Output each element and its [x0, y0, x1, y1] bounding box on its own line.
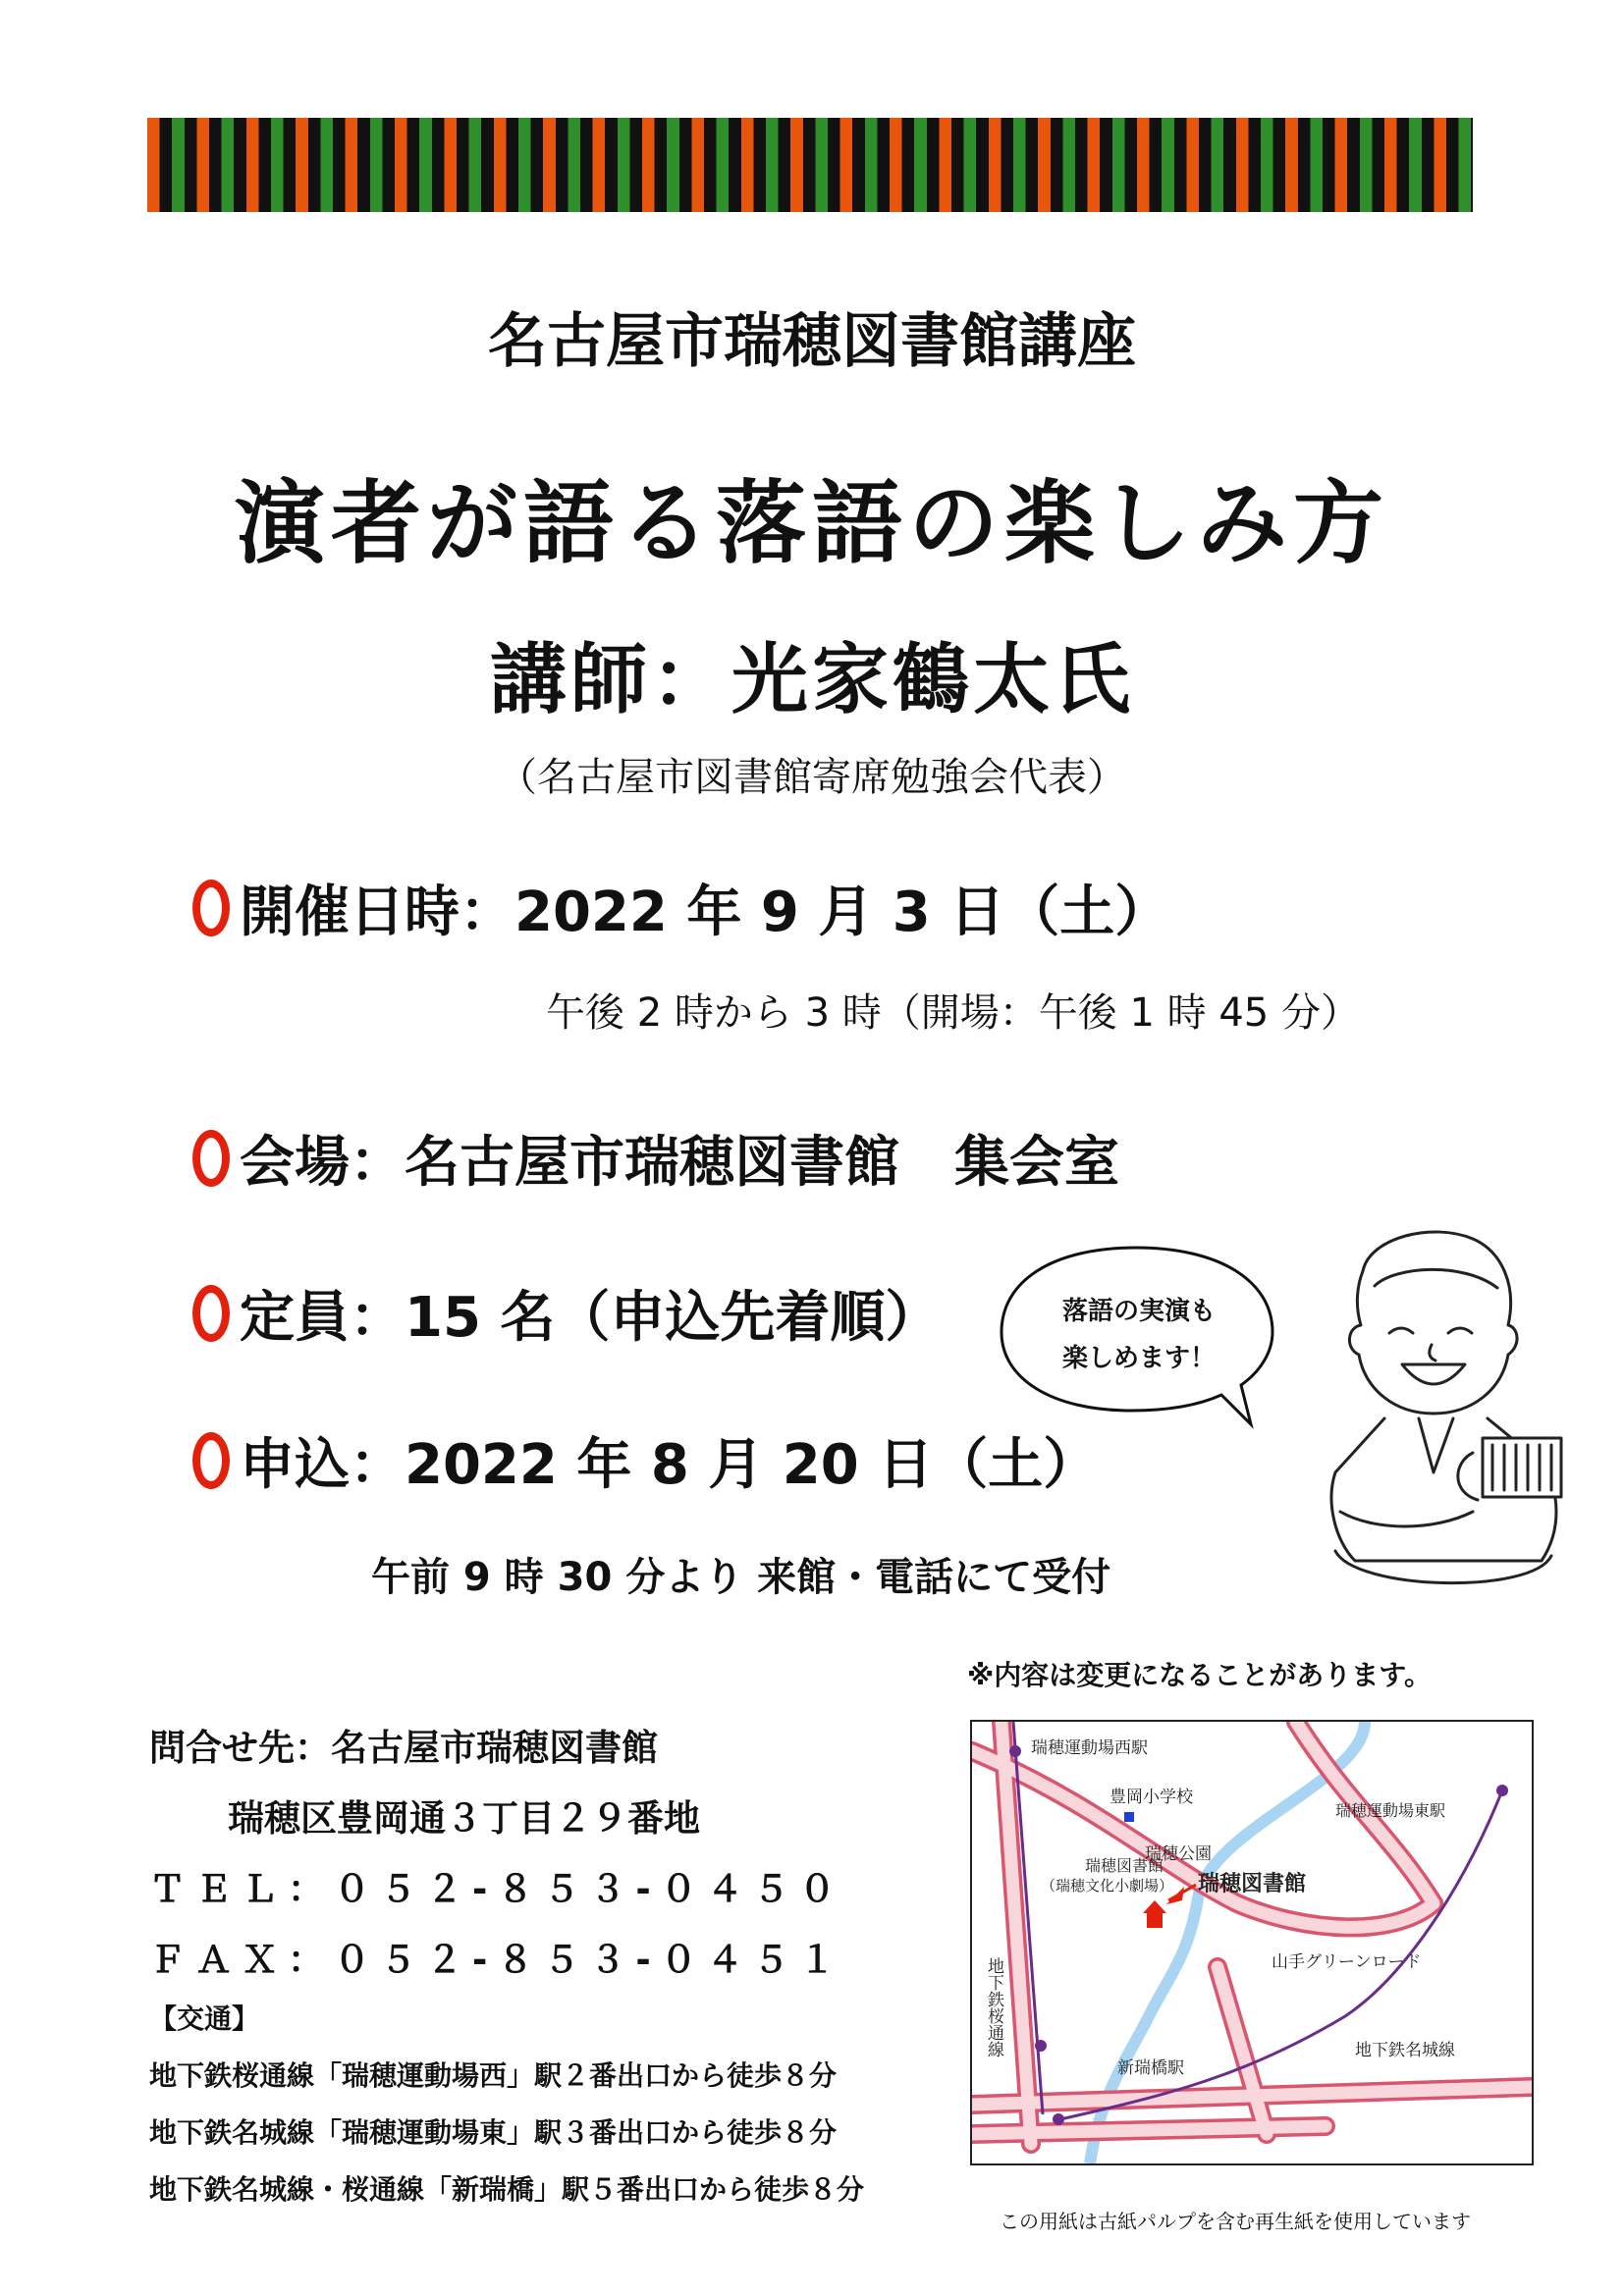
rakugo-performer-illustration [1316, 1217, 1581, 1610]
lecturer-role: （名古屋市図書館寄席勉強会代表） [498, 755, 1126, 800]
contact-tel: ＴＥＬ：０５２-８５３-０４５０ [149, 1868, 845, 1910]
school-marker-icon [1124, 1812, 1134, 1822]
transit-item: 地下鉄名城線「瑞穂運動場東」駅３番出口から徒歩８分 [149, 2116, 838, 2149]
lantern-bullet-icon [192, 1285, 230, 1342]
map-label-west-station: 瑞穂運動場西駅 [1031, 1738, 1148, 1758]
map-label-aratamabashi: 新瑞橋駅 [1117, 2058, 1184, 2078]
contact-address: 瑞穂区豊岡通３丁目２９番地 [228, 1797, 700, 1840]
transit-heading: 【交通】 [149, 2002, 260, 2035]
map-label-sakura-line-vertical [984, 1957, 1004, 2057]
capacity: 定員：15 名（申込先着順） [240, 1286, 941, 1350]
application-date: 申込：2022 年 8 月 20 日（土） [240, 1433, 1099, 1497]
transit-block [149, 1998, 864, 2225]
map-label-green-road: 山手グリーンロード [1272, 1952, 1422, 1972]
decorative-stripe-banner [147, 118, 1473, 212]
map-label-east-station: 瑞穂運動場東駅 [1335, 1801, 1446, 1820]
map-label-library-small: 瑞穂図書館 [1085, 1856, 1164, 1875]
venue-row [192, 1119, 1119, 1198]
change-notice: ※内容は変更になることがあります。 [967, 1659, 1432, 1691]
contact-library: 問合せ先：名古屋市瑞穂図書館 [149, 1727, 658, 1769]
venue: 会場：名古屋市瑞穂図書館 集会室 [240, 1131, 1119, 1195]
application-row [192, 1421, 1098, 1500]
event-title: 演者が語る落語の楽しみ方 [234, 471, 1389, 576]
contact-fax: ＦＡＸ：０５２-８５３-０４５１ [149, 1939, 845, 1981]
station-marker-icon [1009, 1745, 1021, 1757]
map-label-park: 瑞穂公園 [1145, 1844, 1212, 1864]
speech-line-1: 落語の実演も [1061, 1297, 1216, 1326]
map-label-school: 豊岡小学校 [1110, 1788, 1193, 1807]
map-label-sakura-line: 地下鉄桜通線 [984, 1957, 1003, 2057]
organizer-title: 名古屋市瑞穂図書館講座 [488, 307, 1136, 376]
application-method: 午前 9 時 30 分より 来館・電話にて受付 [371, 1555, 1111, 1600]
lantern-bullet-icon [192, 880, 230, 936]
map-label-library-big: 瑞穂図書館 [1198, 1872, 1307, 1896]
capacity-row [192, 1274, 940, 1353]
lantern-bullet-icon [192, 1432, 230, 1489]
access-map [970, 1720, 1534, 2165]
station-marker-icon [1053, 2113, 1064, 2125]
recycled-paper-note: この用紙は古紙パルプを含む再生紙を使用しています [1000, 2210, 1471, 2233]
event-date: 開催日時：2022 年 9 月 3 日（土） [240, 881, 1170, 944]
lecturer-name: 講師：光家鶴太氏 [489, 636, 1134, 724]
lantern-bullet-icon [192, 1130, 230, 1187]
contact-block [149, 1718, 845, 1983]
speech-line-2: 楽しめます！ [1061, 1344, 1216, 1373]
event-time: 午後 2 時から 3 時（開場：午後 1 時 45 分） [546, 990, 1360, 1036]
map-label-library-sub: （瑞穂文化小劇場） [1041, 1877, 1174, 1895]
speech-bubble-text [1021, 1288, 1257, 1382]
station-marker-icon [1035, 2040, 1047, 2052]
transit-item: 地下鉄名城線・桜通線「新瑞橋」駅５番出口から徒歩８分 [149, 2173, 865, 2206]
event-date-row [192, 869, 1169, 947]
map-label-meijo-line: 地下鉄名城線 [1355, 2041, 1455, 2060]
library-marker-icon [1143, 1900, 1166, 1928]
station-marker-icon [1496, 1785, 1508, 1796]
transit-item: 地下鉄桜通線「瑞穂運動場西」駅２番出口から徒歩８分 [149, 2059, 838, 2092]
